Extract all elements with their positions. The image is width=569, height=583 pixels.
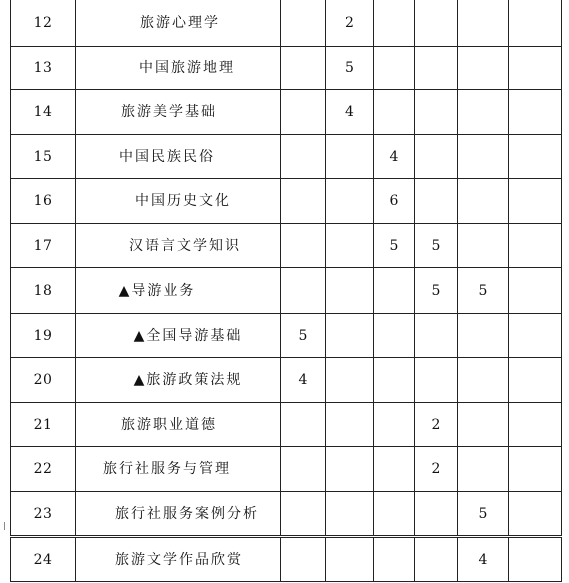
hours-cell-col-4 [415, 0, 458, 47]
row-number: 13 [11, 47, 76, 90]
hours-cell-col-5: 4 [458, 538, 509, 582]
hours-cell-col-1 [281, 135, 326, 179]
hours-cell-col-6 [509, 538, 562, 582]
hours-cell-col-6 [509, 447, 562, 492]
hours-cell-col-2: 4 [326, 90, 374, 135]
course-name-cell [76, 135, 281, 179]
course-name: 旅游职业道德 [121, 416, 217, 433]
course-name: 旅行社服务案例分析 [115, 505, 259, 522]
course-name: 旅游美学基础 [121, 104, 217, 120]
hours-cell-col-4 [415, 135, 458, 179]
hours-cell-col-6 [509, 492, 562, 536]
hours-cell-col-4 [415, 179, 458, 224]
hours-cell-col-1 [281, 224, 326, 268]
table-row [11, 135, 562, 179]
course-name-cell [76, 358, 281, 403]
row-number: 14 [11, 90, 76, 135]
course-name-cell [76, 0, 281, 47]
row-number: 12 [11, 0, 76, 47]
table-row [11, 447, 562, 492]
hours-cell-col-5 [458, 447, 509, 492]
table-row [11, 314, 562, 358]
course-schedule-table-continued [10, 537, 562, 582]
hours-cell-col-4 [415, 492, 458, 536]
hours-cell-col-1 [281, 90, 326, 135]
course-name-cell [76, 314, 281, 358]
hours-cell-col-6 [509, 268, 562, 314]
hours-cell-col-2 [326, 268, 374, 314]
course-name-cell [76, 403, 281, 447]
hours-cell-col-1 [281, 268, 326, 314]
table-row [11, 0, 562, 47]
hours-cell-col-1: 5 [281, 314, 326, 358]
hours-cell-col-5: 5 [458, 268, 509, 314]
hours-cell-col-3: 6 [374, 179, 415, 224]
hours-cell-col-5 [458, 179, 509, 224]
hours-cell-col-3 [374, 314, 415, 358]
hours-cell-col-5 [458, 47, 509, 90]
table-row [11, 538, 562, 582]
row-number: 16 [11, 179, 76, 224]
hours-cell-col-3: 5 [374, 224, 415, 268]
hours-cell-col-2 [326, 224, 374, 268]
hours-cell-col-3 [374, 447, 415, 492]
hours-cell-col-3 [374, 90, 415, 135]
table-row [11, 358, 562, 403]
course-name-cell [76, 90, 281, 135]
hours-cell-col-1: 4 [281, 358, 326, 403]
hours-cell-col-2 [326, 492, 374, 536]
hours-cell-col-5: 5 [458, 492, 509, 536]
hours-cell-col-2: 5 [326, 47, 374, 90]
hours-cell-col-6 [509, 0, 562, 47]
hours-cell-col-6 [509, 179, 562, 224]
hours-cell-col-1 [281, 179, 326, 224]
row-number: 15 [11, 135, 76, 179]
table-row [11, 403, 562, 447]
hours-cell-col-1 [281, 492, 326, 536]
course-name: 旅游心理学 [140, 15, 220, 31]
hours-cell-col-3 [374, 358, 415, 403]
hours-cell-col-1 [281, 538, 326, 582]
hours-cell-col-3 [374, 538, 415, 582]
hours-cell-col-4 [415, 538, 458, 582]
row-number: 22 [11, 447, 76, 492]
course-name-cell [76, 224, 281, 268]
table-row [11, 224, 562, 268]
hours-cell-col-2 [326, 447, 374, 492]
course-name: ▲旅游政策法规 [133, 372, 243, 388]
hours-cell-col-5 [458, 314, 509, 358]
table-row [11, 47, 562, 90]
course-name: 汉语言文学知识 [129, 237, 241, 254]
hours-cell-col-1 [281, 403, 326, 447]
hours-cell-col-2 [326, 314, 374, 358]
hours-cell-col-4: 2 [415, 447, 458, 492]
hours-cell-col-5 [458, 358, 509, 403]
row-number: 19 [11, 314, 76, 358]
hours-cell-col-4 [415, 90, 458, 135]
course-name-cell [76, 268, 281, 314]
hours-cell-col-4: 2 [415, 403, 458, 447]
course-schedule-table [10, 0, 562, 536]
hours-cell-col-6 [509, 314, 562, 358]
hours-cell-col-4 [415, 314, 458, 358]
hours-cell-col-2 [326, 358, 374, 403]
hours-cell-col-2 [326, 538, 374, 582]
course-name: 旅行社服务与管理 [103, 461, 231, 477]
hours-cell-col-5 [458, 135, 509, 179]
hours-cell-col-4 [415, 47, 458, 90]
hours-cell-col-1 [281, 47, 326, 90]
hours-cell-col-3 [374, 492, 415, 536]
course-name: 中国旅游地理 [139, 60, 235, 76]
hours-cell-col-1 [281, 447, 326, 492]
hours-cell-col-6 [509, 224, 562, 268]
course-name-cell [76, 447, 281, 492]
course-name: ▲全国导游基础 [133, 327, 243, 344]
hours-cell-col-6 [509, 358, 562, 403]
course-name: 中国民族民俗 [119, 148, 215, 165]
table-row [11, 268, 562, 314]
hours-cell-col-3 [374, 47, 415, 90]
hours-cell-col-3 [374, 268, 415, 314]
hours-cell-col-6 [509, 135, 562, 179]
row-number: 24 [11, 538, 76, 582]
hours-cell-col-2 [326, 135, 374, 179]
row-number: 17 [11, 224, 76, 268]
row-number: 18 [11, 268, 76, 314]
course-name: 中国历史文化 [135, 193, 231, 209]
course-name: 旅游文学作品欣赏 [115, 551, 243, 568]
hours-cell-col-5 [458, 90, 509, 135]
hours-cell-col-5 [458, 224, 509, 268]
hours-cell-col-4 [415, 358, 458, 403]
hours-cell-col-5 [458, 0, 509, 47]
hours-cell-col-3: 4 [374, 135, 415, 179]
hours-cell-col-3 [374, 0, 415, 47]
table-row [11, 90, 562, 135]
hours-cell-col-6 [509, 403, 562, 447]
hours-cell-col-1 [281, 0, 326, 47]
hours-cell-col-6 [509, 47, 562, 90]
table-row [11, 179, 562, 224]
row-number: 21 [11, 403, 76, 447]
hours-cell-col-5 [458, 403, 509, 447]
hours-cell-col-4: 5 [415, 268, 458, 314]
row-number: 20 [11, 358, 76, 403]
hours-cell-col-6 [509, 90, 562, 135]
hours-cell-col-2 [326, 403, 374, 447]
hours-cell-col-2 [326, 179, 374, 224]
course-name: ▲导游业务 [118, 282, 196, 299]
hours-cell-col-4: 5 [415, 224, 458, 268]
course-name-cell [76, 47, 281, 90]
course-name-cell [76, 492, 281, 536]
hours-cell-col-2: 2 [326, 0, 374, 47]
hours-cell-col-3 [374, 403, 415, 447]
page-cut-mark [4, 522, 8, 530]
row-number: 23 [11, 492, 76, 536]
course-name-cell [76, 179, 281, 224]
table-row [11, 492, 562, 536]
course-name-cell [76, 538, 281, 582]
